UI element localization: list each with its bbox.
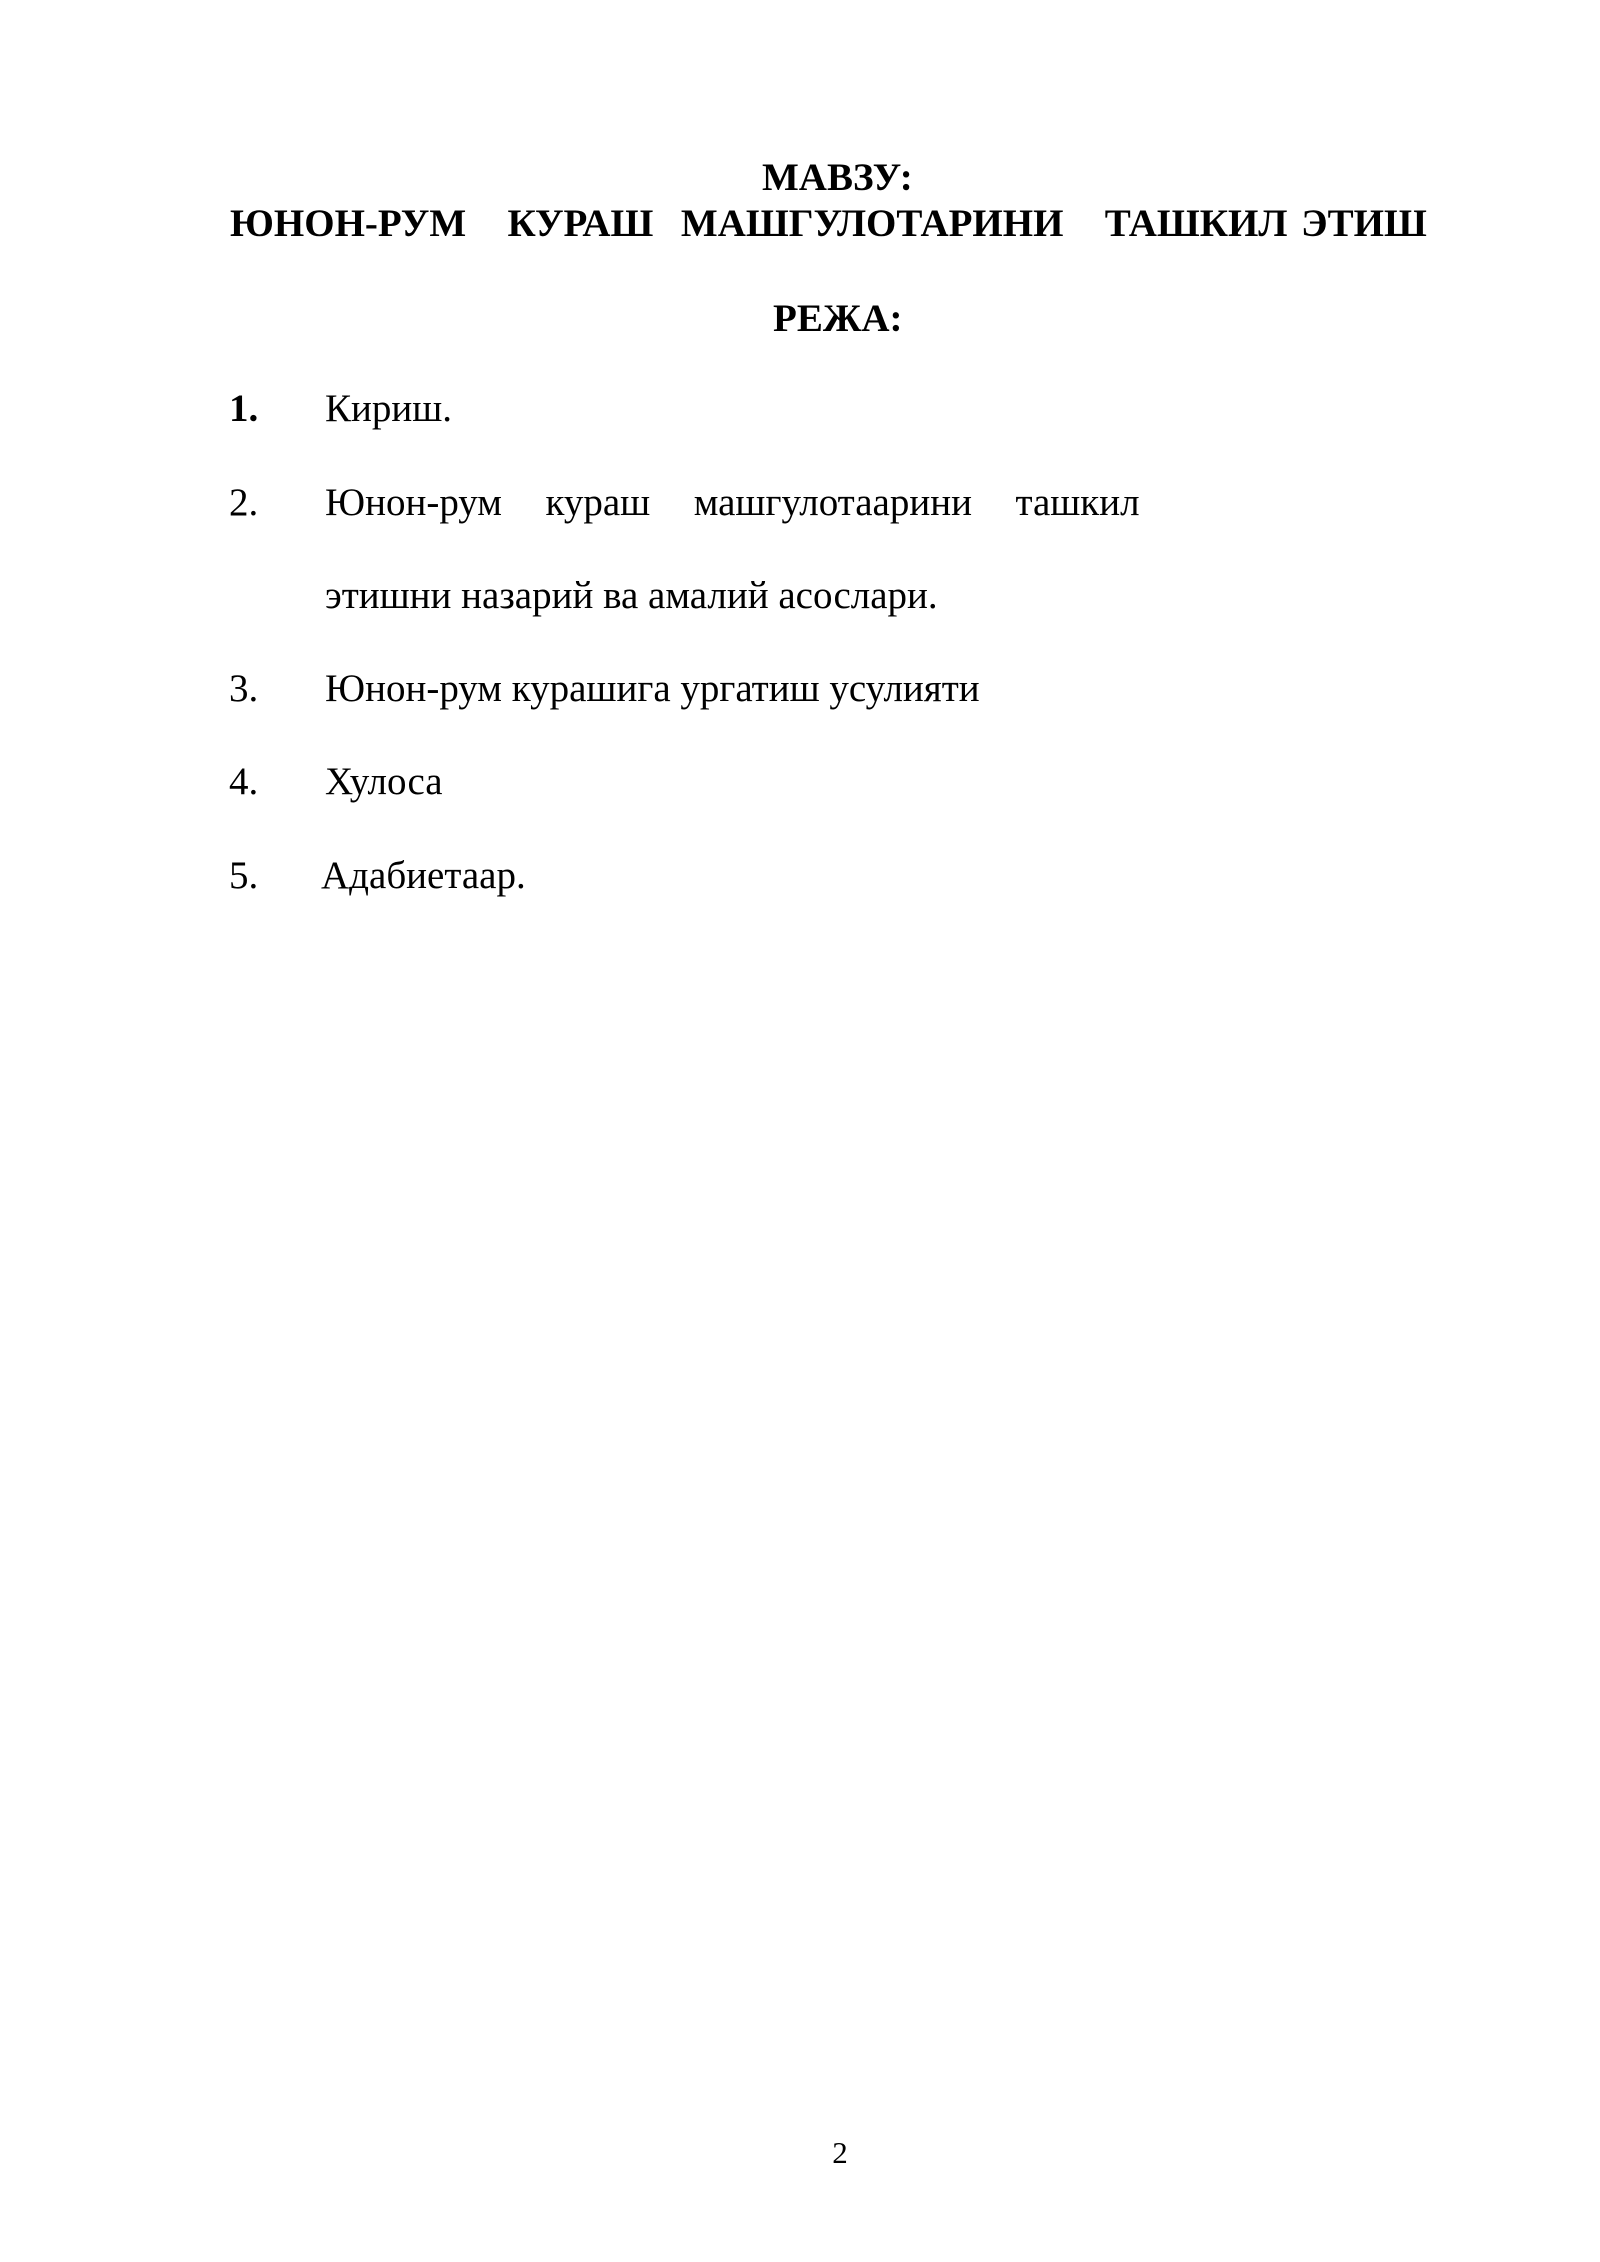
topic-label: МАВЗУ:	[762, 156, 913, 199]
plan-item-text: Хулоса	[325, 760, 443, 803]
plan-item-number: 3.	[229, 667, 259, 710]
plan-item-text: Юнон-рум кураш машгулотаарини ташкил	[325, 481, 1140, 524]
plan-item-text: Юнон-рум курашига ургатиш усулияти	[325, 667, 980, 710]
plan-item-number: 1.	[229, 387, 259, 430]
document-title: ЮНОН-РУМ КУРАШ МАШГУЛОТАРИНИ ТАШКИЛ ЭТИШ	[230, 202, 1427, 245]
plan-item-number: 2.	[229, 481, 259, 524]
plan-item-text: Кириш.	[325, 387, 453, 430]
plan-item-number: 4.	[229, 760, 259, 803]
plan-item-text: Адабиетаар.	[321, 854, 526, 897]
plan-item-text-continuation: этишни назарий ва амалий асослари.	[325, 574, 938, 617]
plan-item-number: 5.	[229, 854, 259, 897]
page-number: 2	[832, 2135, 848, 2170]
plan-heading: РЕЖА:	[773, 297, 903, 340]
